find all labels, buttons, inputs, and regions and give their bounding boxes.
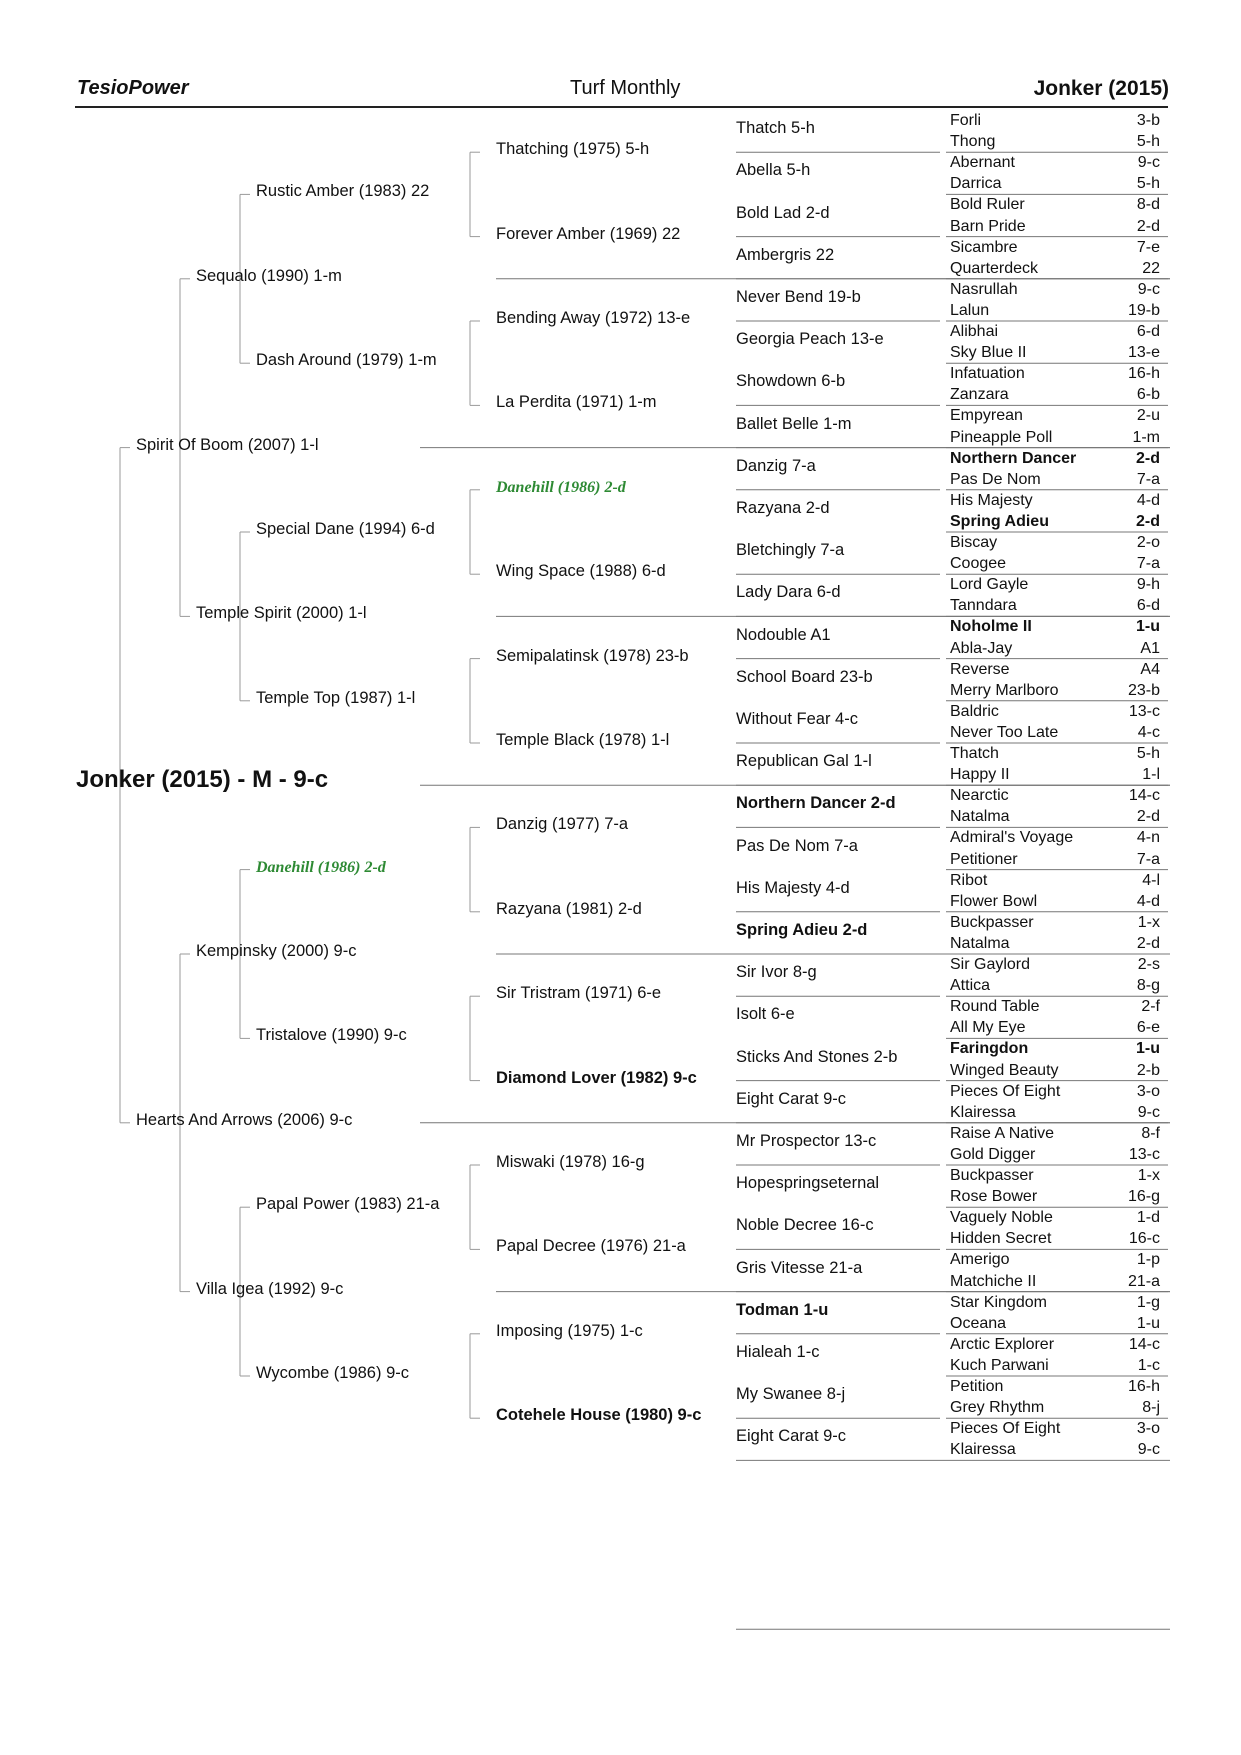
gen6-family-code: A1: [1140, 639, 1160, 657]
gen6-family-code: 2-o: [1136, 534, 1160, 552]
gen6-ancestor-name: Pieces Of Eight: [950, 1420, 1061, 1438]
gen6-family-code: 2-s: [1137, 956, 1160, 974]
gen5-ancestor: Thatch 5-h: [736, 119, 815, 138]
gen6-family-code: 7-a: [1136, 555, 1160, 573]
gen6-ancestor-row: [950, 532, 1160, 553]
gen6-ancestor-name: Quarterdeck: [950, 259, 1039, 277]
gen5-ancestor: Nodouble A1: [736, 625, 831, 644]
gen6-ancestor-name: Forli: [950, 112, 982, 130]
gen6-ancestor-row: [950, 806, 1160, 827]
gen6-ancestor-row: [950, 553, 1160, 574]
gen3-ancestor: Papal Power (1983) 21-a: [256, 1195, 440, 1214]
gen6-ancestor-name: Pas De Nom: [950, 470, 1041, 488]
gen6-ancestor-name: Thong: [950, 133, 996, 151]
gen6-family-code: 6-e: [1136, 1019, 1160, 1037]
gen6-family-code: 2-d: [1136, 934, 1160, 952]
gen6-ancestor-name: Lalun: [950, 301, 990, 319]
gen5-ancestor: Ballet Belle 1-m: [736, 414, 852, 433]
gen6-ancestor-name: Amerigo: [950, 1251, 1010, 1269]
gen6-family-code: 8-j: [1142, 1399, 1160, 1417]
gen6-ancestor-row: [950, 448, 1160, 469]
gen6-family-code: 1-c: [1137, 1356, 1160, 1374]
gen6-ancestor-row: [950, 764, 1160, 785]
header-horse-name: Jonker (2015): [1033, 77, 1169, 100]
gen6-ancestor-row: [950, 1397, 1160, 1418]
gen6-family-code: 4-d: [1136, 892, 1160, 910]
gen6-ancestor-name: His Majesty: [950, 491, 1033, 509]
gen6-family-code: 3-o: [1136, 1082, 1160, 1100]
gen5-ancestor: Bletchingly 7-a: [736, 541, 845, 560]
gen6-ancestor-name: Oceana: [950, 1314, 1007, 1332]
gen6-family-code: 4-n: [1136, 829, 1160, 847]
gen4-ancestor: Semipalatinsk (1978) 23-b: [496, 646, 689, 665]
gen1-ancestor: Spirit Of Boom (2007) 1-l: [136, 435, 319, 454]
gen6-family-code: 16-h: [1127, 365, 1160, 383]
gen6-family-code: 8-d: [1136, 196, 1160, 214]
gen6-ancestor-row: [950, 680, 1160, 701]
gen4-ancestor: Wing Space (1988) 6-d: [496, 562, 666, 581]
gen6-ancestor-row: [950, 405, 1160, 426]
gen6-ancestor-row: [950, 1271, 1160, 1292]
gen6-family-code: 14-c: [1128, 1335, 1160, 1353]
gen6-family-code: 23-b: [1127, 681, 1160, 699]
gen6-family-code: 5-h: [1136, 175, 1160, 193]
gen6-family-code: 2-d: [1136, 449, 1160, 467]
gen6-ancestor-row: [950, 1207, 1160, 1228]
gen5-ancestor: Gris Vitesse 21-a: [736, 1258, 863, 1277]
gen6-family-code: 1-x: [1137, 1167, 1160, 1185]
gen6-family-code: 1-p: [1136, 1251, 1160, 1269]
gen3-ancestor: Dash Around (1979) 1-m: [256, 351, 437, 370]
gen6-family-code: 7-a: [1136, 470, 1160, 488]
gen5-ancestor: Hialeah 1-c: [736, 1342, 820, 1361]
gen6-ancestor-name: Biscay: [950, 534, 998, 552]
gen6-ancestor-row: [950, 469, 1160, 490]
gen6-ancestor-name: Buckpasser: [950, 913, 1034, 931]
subject-horse-title: Jonker (2015) - M - 9-c: [76, 766, 329, 793]
gen5-ancestor: Never Bend 19-b: [736, 287, 861, 306]
gen6-family-code: 3-o: [1136, 1420, 1160, 1438]
gen6-family-code: 7-a: [1136, 850, 1160, 868]
gen6-family-code: 9-c: [1137, 1441, 1160, 1459]
gen6-ancestor-name: Pineapple Poll: [950, 428, 1053, 446]
gen6-ancestor-name: Sir Gaylord: [950, 956, 1031, 974]
gen6-family-code: 9-c: [1137, 1103, 1160, 1121]
gen6-ancestor-row: [950, 1355, 1160, 1376]
gen6-ancestor-row: [950, 321, 1160, 342]
gen6-family-code: 16-c: [1128, 1230, 1160, 1248]
gen6-ancestor-row: [950, 595, 1160, 616]
gen5-ancestor: Sir Ivor 8-g: [736, 963, 817, 982]
gen4-ancestor: Razyana (1981) 2-d: [496, 899, 642, 918]
gen6-family-code: 1-d: [1136, 1209, 1160, 1227]
gen2-ancestor: Kempinsky (2000) 9-c: [196, 942, 357, 960]
gen6-family-code: 1-g: [1136, 1293, 1160, 1311]
gen6-ancestor-name: Kuch Parwani: [950, 1356, 1049, 1374]
gen6-ancestor-row: [950, 954, 1160, 975]
gen6-family-code: 13-c: [1128, 1145, 1160, 1163]
gen3-ancestor: Temple Top (1987) 1-l: [256, 688, 416, 707]
gen5-ancestor: Isolt 6-e: [736, 1005, 795, 1024]
gen6-ancestor-name: Abernant: [950, 154, 1015, 172]
gen5-ancestor: My Swanee 8-j: [736, 1385, 846, 1404]
gen6-family-code: 6-b: [1136, 386, 1160, 404]
gen4-ancestor: Bending Away (1972) 13-e: [496, 309, 691, 327]
gen5-ancestor: Eight Carat 9-c: [736, 1089, 847, 1108]
gen6-ancestor-name: Round Table: [950, 998, 1040, 1016]
gen5-ancestor: Pas De Nom 7-a: [736, 836, 858, 855]
gen6-family-code: 5-h: [1136, 133, 1160, 151]
gen6-ancestor-row: [950, 490, 1160, 511]
gen6-family-code: 21-a: [1127, 1272, 1160, 1290]
gen6-ancestor-name: Sky Blue II: [950, 344, 1027, 362]
gen5-ancestor: School Board 23-b: [736, 667, 873, 686]
gen6-family-code: 19-b: [1127, 301, 1160, 319]
gen6-ancestor-name: Attica: [950, 977, 991, 995]
gen2-ancestor: Villa Igea (1992) 9-c: [196, 1279, 344, 1298]
gen6-family-code: 2-d: [1136, 512, 1160, 530]
gen6-ancestor-name: Alibhai: [950, 323, 999, 341]
gen6-ancestor-name: Star Kingdom: [950, 1293, 1047, 1311]
gen6-ancestor-row: [950, 743, 1160, 764]
gen6-family-code: 6-d: [1136, 597, 1160, 615]
gen6-family-code: 14-c: [1128, 787, 1160, 805]
gen6-ancestor-row: [950, 827, 1160, 848]
gen6-family-code: 2-u: [1136, 407, 1160, 425]
gen6-ancestor-row: [950, 194, 1160, 215]
gen6-ancestor-row: [950, 237, 1160, 258]
gen6-ancestor-row: [950, 173, 1160, 194]
gen6-ancestor-name: Thatch: [950, 745, 999, 763]
gen6-ancestor-row: [950, 1439, 1160, 1460]
gen1-ancestor: Hearts And Arrows (2006) 9-c: [136, 1110, 353, 1129]
gen6-ancestor-name: Infatuation: [950, 365, 1025, 383]
gen6-ancestor-row: [950, 891, 1160, 912]
gen6-ancestor-row: [950, 849, 1160, 870]
gen6-family-code: 8-g: [1136, 977, 1160, 995]
gen6-ancestor-name: Arctic Explorer: [950, 1335, 1055, 1353]
gen6-ancestor-name: Coogee: [950, 555, 1007, 573]
gen6-ancestor-name: Raise A Native: [950, 1124, 1055, 1142]
gen6-family-code: 16-h: [1127, 1378, 1160, 1396]
gen6-ancestor-name: Flower Bowl: [950, 892, 1038, 910]
gen5-ancestor: Razyana 2-d: [736, 498, 830, 517]
gen4-ancestor: Danehill (1986) 2-d: [496, 478, 626, 496]
gen6-ancestor-name: Lord Gayle: [950, 576, 1029, 594]
gen6-ancestor-row: [950, 511, 1160, 532]
gen6-ancestor-row: [950, 574, 1160, 595]
gen4-ancestor: Imposing (1975) 1-c: [496, 1321, 643, 1340]
gen6-ancestor-name: Merry Marlboro: [950, 681, 1059, 699]
gen5-ancestor: Sticks And Stones 2-b: [736, 1047, 898, 1066]
gen6-ancestor-row: [950, 1144, 1160, 1165]
gen6-ancestor-row: [950, 722, 1160, 743]
gen6-ancestor-row: [950, 1228, 1160, 1249]
gen6-ancestor-row: [950, 1186, 1160, 1207]
gen6-ancestor-row: [950, 785, 1160, 806]
gen6-ancestor-row: [950, 258, 1160, 279]
gen5-ancestor: Todman 1-u: [736, 1300, 829, 1319]
gen6-ancestor-row: [950, 152, 1160, 173]
gen6-ancestor-name: Noholme II: [950, 618, 1032, 636]
gen6-ancestor-name: Grey Rhythm: [950, 1399, 1045, 1417]
gen2-ancestor: Sequalo (1990) 1-m: [196, 266, 342, 285]
gen6-ancestor-row: [950, 1334, 1160, 1355]
gen6-ancestor-name: Petition: [950, 1378, 1004, 1396]
gen6-family-code: 8-f: [1141, 1124, 1160, 1142]
gen6-family-code: 2-b: [1136, 1061, 1160, 1079]
gen6-ancestor-name: Darrica: [950, 175, 1002, 193]
gen6-ancestor-name: Ribot: [950, 871, 988, 889]
gen6-family-code: 4-c: [1137, 723, 1160, 741]
gen5-ancestor: Showdown 6-b: [736, 372, 846, 391]
gen6-family-code: A4: [1140, 660, 1160, 678]
gen6-ancestor-name: Nearctic: [950, 787, 1009, 805]
gen5-ancestor: Bold Lad 2-d: [736, 203, 830, 222]
gen6-ancestor-row: [950, 363, 1160, 384]
gen6-ancestor-row: [950, 1102, 1160, 1123]
gen6-family-code: 7-e: [1136, 238, 1160, 256]
gen6-ancestor-name: Reverse: [950, 660, 1010, 678]
gen4-ancestor: Danzig (1977) 7-a: [496, 815, 629, 834]
gen6-ancestor-name: Natalma: [950, 808, 1010, 826]
gen6-ancestor-name: Vaguely Noble: [950, 1209, 1053, 1227]
gen5-ancestor: His Majesty 4-d: [736, 878, 850, 897]
gen5-ancestor: Republican Gal 1-l: [736, 752, 872, 771]
gen6-family-code: 1-x: [1137, 913, 1160, 931]
gen6-ancestor-row: [950, 131, 1160, 152]
gen6-ancestor-name: Barn Pride: [950, 217, 1026, 235]
gen6-ancestor-name: Baldric: [950, 702, 999, 720]
gen6-family-code: 1-u: [1136, 1314, 1160, 1332]
gen6-ancestor-row: [950, 1249, 1160, 1270]
gen6-ancestor-name: Tanndara: [950, 597, 1017, 615]
gen6-family-code: 1-u: [1136, 618, 1160, 636]
gen6-ancestor-row: [950, 701, 1160, 722]
gen6-family-code: 1-u: [1136, 1040, 1160, 1058]
gen4-ancestor: Diamond Lover (1982) 9-c: [496, 1068, 697, 1087]
gen6-ancestor-name: Winged Beauty: [950, 1061, 1059, 1079]
gen6-family-code: 4-l: [1142, 871, 1160, 889]
gen6-family-code: 9-c: [1137, 154, 1160, 172]
gen6-family-code: 13-c: [1128, 702, 1160, 720]
gen6-family-code: 6-d: [1136, 323, 1160, 341]
gen6-ancestor-row: [950, 1081, 1160, 1102]
gen6-ancestor-row: [950, 342, 1160, 363]
gen6-ancestor-row: [950, 870, 1160, 891]
gen6-ancestor-name: Hidden Secret: [950, 1230, 1052, 1248]
gen6-ancestor-row: [950, 300, 1160, 321]
gen6-ancestor-name: Buckpasser: [950, 1167, 1034, 1185]
gen6-ancestor-row: [950, 996, 1160, 1017]
gen5-ancestor: Spring Adieu 2-d: [736, 920, 868, 939]
gen5-ancestor: Ambergris 22: [736, 245, 835, 264]
gen5-ancestor: Noble Decree 16-c: [736, 1216, 874, 1235]
gen6-ancestor-name: All My Eye: [950, 1019, 1026, 1037]
gen6-ancestor-row: [950, 1060, 1160, 1081]
gen5-ancestor: Northern Dancer 2-d: [736, 794, 896, 813]
gen4-ancestor: La Perdita (1971) 1-m: [496, 393, 657, 412]
gen6-ancestor-row: [950, 1376, 1160, 1397]
gen6-family-code: 1-l: [1142, 766, 1160, 784]
gen6-ancestor-row: [950, 933, 1160, 954]
gen6-ancestor-name: Rose Bower: [950, 1188, 1038, 1206]
gen6-ancestor-name: Matchiche II: [950, 1272, 1037, 1290]
gen5-ancestor: Abella 5-h: [736, 161, 811, 180]
gen2-ancestor: Temple Spirit (2000) 1-l: [196, 604, 367, 623]
gen6-family-code: 9-h: [1136, 576, 1160, 594]
gen6-ancestor-row: [950, 1038, 1160, 1059]
gen6-ancestor-row: [950, 216, 1160, 237]
gen3-ancestor: Tristalove (1990) 9-c: [256, 1026, 407, 1045]
gen6-family-code: 2-f: [1141, 998, 1160, 1016]
gen6-ancestor-row: [950, 1165, 1160, 1186]
gen6-ancestor-name: Natalma: [950, 934, 1010, 952]
gen6-ancestor-row: [950, 616, 1160, 637]
gen3-ancestor: Rustic Amber (1983) 22: [256, 182, 430, 201]
gen6-ancestor-name: Sicambre: [950, 238, 1018, 256]
header-brand: TesioPower: [77, 77, 189, 99]
gen5-ancestor: Hopespringseternal: [736, 1174, 880, 1193]
gen6-ancestor-row: [950, 1123, 1160, 1144]
gen6-ancestor-name: Zanzara: [950, 386, 1009, 404]
gen6-ancestor-name: Abla-Jay: [950, 639, 1013, 657]
gen6-ancestor-name: Pieces Of Eight: [950, 1082, 1061, 1100]
gen4-ancestor: Cotehele House (1980) 9-c: [496, 1406, 702, 1425]
gen6-ancestor-name: Klairessa: [950, 1441, 1016, 1459]
gen5-ancestor: Eight Carat 9-c: [736, 1427, 847, 1446]
gen6-ancestor-name: Never Too Late: [950, 723, 1059, 741]
gen5-ancestor: Without Fear 4-c: [736, 709, 858, 728]
gen4-ancestor: Temple Black (1978) 1-l: [496, 731, 670, 749]
gen6-ancestor-name: Admiral's Voyage: [950, 829, 1074, 847]
gen6-ancestor-name: Faringdon: [950, 1040, 1029, 1058]
gen6-ancestor-name: Gold Digger: [950, 1145, 1036, 1163]
gen4-ancestor: Miswaki (1978) 16-g: [496, 1153, 645, 1171]
gen6-family-code: 2-d: [1136, 217, 1160, 235]
gen6-family-code: 13-e: [1127, 344, 1160, 362]
gen6-ancestor-row: [950, 1313, 1160, 1334]
gen6-ancestor-row: [950, 427, 1160, 448]
gen3-ancestor: Special Dane (1994) 6-d: [256, 520, 435, 538]
gen6-ancestor-row: [950, 1292, 1160, 1313]
gen6-family-code: 16-g: [1127, 1188, 1160, 1206]
gen6-ancestor-row: [950, 659, 1160, 680]
gen5-ancestor: Danzig 7-a: [736, 456, 816, 475]
gen6-ancestor-row: [950, 384, 1160, 405]
gen6-ancestor-name: Klairessa: [950, 1103, 1016, 1121]
gen6-ancestor-name: Empyrean: [950, 407, 1023, 425]
gen6-ancestor-name: Northern Dancer: [950, 449, 1077, 467]
gen6-family-code: 4-d: [1136, 491, 1160, 509]
gen6-family-code: 1-m: [1132, 428, 1160, 446]
gen4-ancestor: Thatching (1975) 5-h: [496, 140, 650, 159]
gen6-ancestor-row: [950, 1017, 1160, 1038]
gen6-ancestor-row: [950, 638, 1160, 659]
gen5-ancestor: Mr Prospector 13-c: [736, 1131, 877, 1150]
gen5-ancestor: Lady Dara 6-d: [736, 583, 841, 602]
gen6-family-code: 5-h: [1136, 745, 1160, 763]
gen6-ancestor-row: [950, 1418, 1160, 1439]
gen6-family-code: 2-d: [1136, 808, 1160, 826]
gen6-ancestor-row: [950, 110, 1160, 131]
gen6-ancestor-name: Happy II: [950, 766, 1010, 784]
header-publication: Turf Monthly: [570, 77, 681, 99]
gen5-ancestor: Georgia Peach 13-e: [736, 330, 884, 349]
gen6-ancestor-row: [950, 912, 1160, 933]
gen4-ancestor: Forever Amber (1969) 22: [496, 224, 681, 243]
gen4-ancestor: Papal Decree (1976) 21-a: [496, 1237, 686, 1256]
gen6-ancestor-name: Bold Ruler: [950, 196, 1025, 214]
gen3-ancestor: Danehill (1986) 2-d: [256, 858, 386, 876]
gen6-family-code: 22: [1142, 259, 1160, 277]
gen6-ancestor-name: Petitioner: [950, 850, 1018, 868]
gen6-family-code: 3-b: [1136, 112, 1160, 130]
gen6-ancestor-row: [950, 975, 1160, 996]
gen6-ancestor-name: Nasrullah: [950, 280, 1018, 298]
gen3-ancestor: Wycombe (1986) 9-c: [256, 1364, 409, 1382]
gen6-ancestor-row: [950, 279, 1160, 300]
gen6-family-code: 9-c: [1137, 280, 1160, 298]
gen6-ancestor-name: Spring Adieu: [950, 512, 1049, 530]
gen4-ancestor: Sir Tristram (1971) 6-e: [496, 984, 662, 1003]
